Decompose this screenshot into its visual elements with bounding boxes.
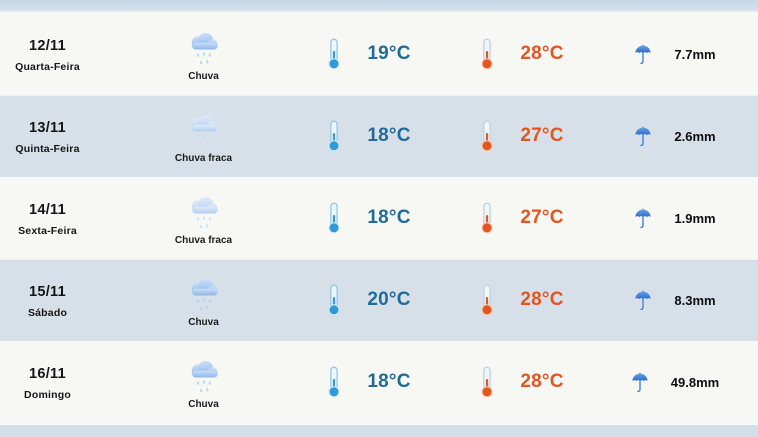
umbrella-icon (634, 208, 652, 229)
forecast-row[interactable] (0, 177, 758, 259)
thermometer-low-icon (327, 38, 341, 70)
thermometer-high-icon (480, 202, 494, 234)
precipitation-cell (602, 372, 758, 393)
previous-row-partial (0, 0, 758, 13)
weekday-label: Quinta-Feira (15, 142, 80, 155)
weekday-label: Sábado (27, 306, 68, 319)
max-temp-value: 28°C (520, 289, 564, 310)
condition-cell (95, 272, 312, 328)
condition-cell (95, 190, 312, 246)
precipitation-value: 49.8mm (670, 374, 720, 390)
condition-label: Chuva fraca (174, 235, 233, 246)
date-label: 13/11 (29, 119, 66, 136)
forecast-rows (0, 13, 758, 423)
forecast-row[interactable] (0, 13, 758, 95)
date-cell (0, 200, 95, 237)
thermometer-low-icon (327, 366, 341, 398)
min-temp-cell (312, 38, 442, 70)
umbrella-icon (631, 372, 649, 393)
precipitation-value: 1.9mm (674, 210, 716, 226)
max-temp-value: 28°C (520, 43, 564, 64)
date-cell (0, 36, 95, 73)
max-temp-value: 27°C (520, 207, 564, 228)
weekday-label: Domingo (24, 388, 71, 401)
max-temp-value: 28°C (520, 371, 564, 392)
max-temp-value: 27°C (520, 125, 564, 146)
precipitation-cell (602, 44, 758, 65)
min-temp-cell (312, 202, 442, 234)
date-label: 15/11 (29, 283, 66, 300)
date-cell (0, 282, 95, 319)
min-temp-cell (312, 284, 442, 316)
forecast-row[interactable] (0, 95, 758, 177)
thermometer-low-icon (327, 284, 341, 316)
min-temp-value: 18°C (367, 371, 411, 392)
thermometer-high-icon (480, 284, 494, 316)
max-temp-cell (442, 202, 602, 234)
precipitation-value: 2.6mm (674, 128, 716, 144)
thermometer-low-icon (327, 202, 341, 234)
min-temp-value: 20°C (367, 289, 411, 310)
next-row-partial (0, 423, 758, 437)
min-temp-value: 18°C (367, 125, 411, 146)
thermometer-high-icon (480, 120, 494, 152)
condition-label: Chuva (188, 399, 219, 410)
umbrella-icon (634, 290, 652, 311)
date-cell (0, 118, 95, 155)
date-label: 16/11 (29, 365, 66, 382)
umbrella-icon (634, 44, 652, 65)
min-temp-value: 19°C (367, 43, 411, 64)
date-label: 12/11 (29, 37, 66, 54)
max-temp-cell (442, 120, 602, 152)
condition-label: Chuva fraca (174, 153, 233, 164)
max-temp-cell (442, 366, 602, 398)
condition-label: Chuva (188, 317, 219, 328)
condition-cell (95, 108, 312, 164)
forecast-row[interactable] (0, 259, 758, 341)
condition-label: Chuva (188, 71, 219, 82)
precipitation-cell (602, 290, 758, 311)
umbrella-icon (634, 126, 652, 147)
min-temp-cell (312, 120, 442, 152)
min-temp-cell (312, 366, 442, 398)
precipitation-cell (602, 126, 758, 147)
rain-cloud-icon (187, 276, 221, 315)
light-rain-cloud-icon (187, 194, 221, 233)
max-temp-cell (442, 38, 602, 70)
max-temp-cell (442, 284, 602, 316)
rain-cloud-icon (187, 30, 221, 69)
condition-cell (95, 354, 312, 410)
date-label: 14/11 (29, 201, 66, 218)
thermometer-high-icon (480, 38, 494, 70)
min-temp-value: 18°C (367, 207, 411, 228)
light-rain-cloud-icon (187, 112, 221, 151)
thermometer-low-icon (327, 120, 341, 152)
rain-cloud-icon (187, 358, 221, 397)
condition-cell (95, 26, 312, 82)
precipitation-cell (602, 208, 758, 229)
date-cell (0, 364, 95, 401)
weekday-label: Sexta-Feira (18, 224, 77, 237)
forecast-row[interactable] (0, 341, 758, 423)
thermometer-high-icon (480, 366, 494, 398)
precipitation-value: 7.7mm (674, 46, 716, 62)
precipitation-value: 8.3mm (674, 292, 716, 308)
weekday-label: Quarta-Feira (15, 60, 80, 73)
